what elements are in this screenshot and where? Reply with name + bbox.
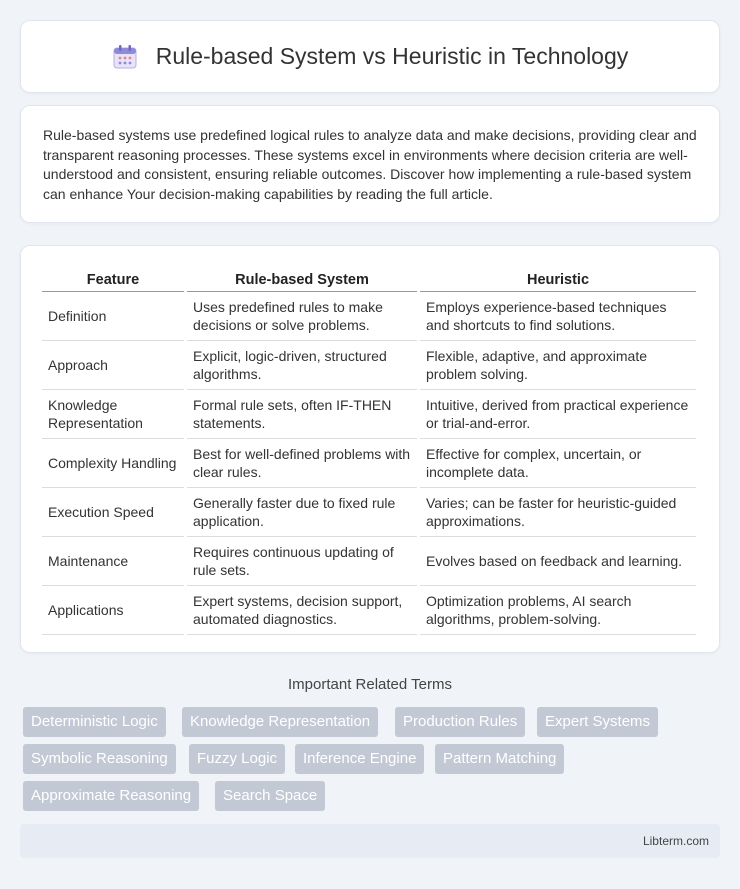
heuristic-cell: Evolves based on feedback and learning.: [420, 537, 696, 586]
header-rule-based: Rule-based System: [187, 265, 417, 292]
intro-text: Rule-based systems use predefined logical rules to analyze data and make decisions, providing clear and transparent reasoning processes. These systems excel in environments where decision criteria are well-understood and consistent, ensuring reliable outcomes. Discover how implementing a rule-based system can enhance Your decision-making capabilities by reading the full article.: [43, 127, 697, 202]
feature-cell: Definition: [42, 292, 184, 341]
heuristic-cell: Flexible, adaptive, and approximate problem solving.: [420, 341, 696, 390]
feature-cell: Approach: [42, 341, 184, 390]
tag-production-rules[interactable]: Production Rules: [395, 707, 525, 737]
heuristic-cell: Intuitive, derived from practical experience or trial-and-error.: [420, 390, 696, 439]
rule-based-cell: Expert systems, decision support, automated diagnostics.: [187, 586, 417, 635]
tag-symbolic-reasoning[interactable]: Symbolic Reasoning: [23, 744, 176, 774]
table-row: [42, 439, 696, 488]
feature-cell: Applications: [42, 586, 184, 635]
table-header-row: [42, 265, 696, 292]
table-row: [42, 537, 696, 586]
feature-cell: Maintenance: [42, 537, 184, 586]
heuristic-cell: Employs experience-based techniques and shortcuts to find solutions.: [420, 292, 696, 341]
rule-based-cell: Explicit, logic-driven, structured algorithms.: [187, 341, 417, 390]
tag-knowledge-representation[interactable]: Knowledge Representation: [182, 707, 378, 737]
tag-inference-engine[interactable]: Inference Engine: [295, 744, 424, 774]
comparison-table-card: [20, 245, 720, 653]
tag-pattern-matching[interactable]: Pattern Matching: [435, 744, 564, 774]
title-wrap: [112, 43, 629, 70]
tag-deterministic-logic[interactable]: Deterministic Logic: [23, 707, 166, 737]
footer: [20, 824, 720, 858]
feature-cell: Complexity Handling: [42, 439, 184, 488]
feature-cell: Execution Speed: [42, 488, 184, 537]
feature-cell: Knowledge Representation: [42, 390, 184, 439]
table-row: [42, 390, 696, 439]
rule-based-cell: Formal rule sets, often IF-THEN statements.: [187, 390, 417, 439]
footer-brand[interactable]: Libterm.com: [642, 834, 709, 848]
comparison-table: [39, 265, 699, 635]
related-terms-title: Important Related Terms: [288, 676, 452, 693]
heuristic-cell: Effective for complex, uncertain, or incomplete data.: [420, 439, 696, 488]
table-row: [42, 341, 696, 390]
tag-expert-systems[interactable]: Expert Systems: [537, 707, 658, 737]
tag-approximate-reasoning[interactable]: Approximate Reasoning: [23, 781, 199, 811]
header-feature: Feature: [42, 265, 184, 292]
table-row: [42, 586, 696, 635]
header-card: [20, 20, 720, 93]
calendar-icon: [112, 44, 138, 70]
heuristic-cell: Optimization problems, AI search algorithms, problem-solving.: [420, 586, 696, 635]
rule-based-cell: Best for well-defined problems with clear rules.: [187, 439, 417, 488]
tag-search-space[interactable]: Search Space: [215, 781, 325, 811]
table-row: [42, 488, 696, 537]
rule-based-cell: Uses predefined rules to make decisions or solve problems.: [187, 292, 417, 341]
rule-based-cell: Requires continuous updating of rule sets.: [187, 537, 417, 586]
rule-based-cell: Generally faster due to fixed rule application.: [187, 488, 417, 537]
tag-fuzzy-logic[interactable]: Fuzzy Logic: [189, 744, 285, 774]
page-title: Rule-based System vs Heuristic in Technology: [155, 43, 629, 69]
intro-card: [20, 105, 720, 223]
table-row: [42, 292, 696, 341]
heuristic-cell: Varies; can be faster for heuristic-guided approximations.: [420, 488, 696, 537]
header-heuristic: Heuristic: [420, 265, 696, 292]
